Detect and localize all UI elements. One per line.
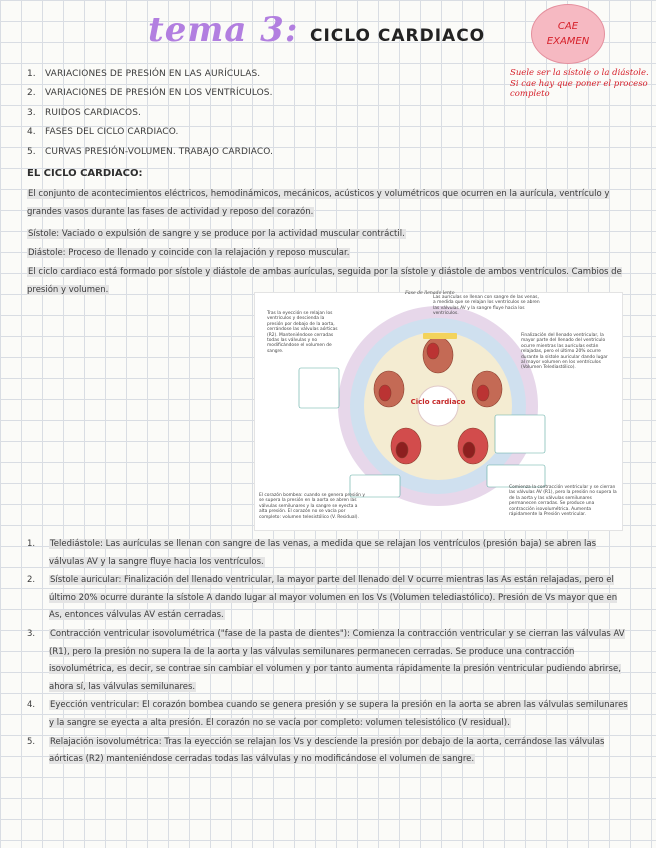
topic-list xyxy=(27,64,273,162)
topic-item: 2. VARIACIONES DE PRESIÓN EN LOS VENTRÍCULOS. xyxy=(27,88,273,99)
figure-text-isovolumetric: Comienza la contracción ventricular y se cierran las válvulas AV (R1), pero la presión no supera la de la aorta y las válvulas semilunares permanecen cerradas. Se produce una contracción isovolumétrica. Aumenta rápidamente la Presión ventricular. xyxy=(509,485,617,518)
figure-text-filling: Las aurículas se llenan con sangre de las venas, a medida que se relajan los ventrículos se abren las válvulas AV y la sangre fluye hacia los ventrículos. xyxy=(433,295,540,317)
heart-top xyxy=(423,337,453,373)
topic-item: 4. FASES DEL CICLO CARDIACO. xyxy=(27,127,179,138)
phase-item: 3. Contracción ventricular isovolumétrica ("fase de la pasta de dientes"): Comienza la contracción ventricular y se cierran las válvulas AV (R1), pero la presión no supera la de la aorta y las válvulas semilunares permanecen cerradas. Se produce una contracción isovolumétrica, es decir, se contrae sin cambiar el volumen y por tanto aumenta rápidamente la presión ventricular pudiendo abrirse, ahora sí, las válvulas semilunares. xyxy=(27,628,625,692)
topic-item: 3. RUIDOS CARDIACOS. xyxy=(27,107,142,118)
figure-text-relaxation: Tras la eyección se relajan los ventrículos y descienda la presión por debajo de la aorta, cerrándose las válvulas aórticas (R2). Manteniéndose cerradas todas las válvulas y no modificándose el volumen de sangre. xyxy=(267,311,338,354)
figure-handwritten-label: Fase de llenado lento xyxy=(405,291,455,296)
cae-exam-badge xyxy=(531,4,605,64)
figure-text-atrial-systole: Finalización del llenado ventricular, la mayor parte del llenado del ventrículo ocurre mientras las aurículas están relajadas, pero el último 20% ocurre durante la sístole auricular dando lugar al mayor volumen en los ventrículos (Volumen Telediastólico). xyxy=(521,333,608,371)
heart-bottom-right xyxy=(458,428,488,464)
phase-item: 4. Eyección ventricular: El corazón bombea cuando se genera presión y se supera la presión en la aorta se abren las válvulas semilunares y la sangre se eyecta a alta presión. El corazón no se vacía por completo: volumen telesistólico (V residual). xyxy=(27,700,628,728)
topic-item: 1. VARIACIONES DE PRESIÓN EN LAS AURÍCULAS. xyxy=(27,68,261,79)
heart-right xyxy=(472,371,502,407)
page-subtitle: CICLO CARDIACO xyxy=(310,26,486,46)
cycle-summary: El ciclo cardiaco está formado por sístole y diástole de ambas aurículas, seguida por la sístole y diástole de ambos ventrículos. Cambios de presión y volumen. xyxy=(27,267,622,295)
cardiac-cycle-figure xyxy=(254,292,623,531)
heart-left xyxy=(374,371,404,407)
page-title: tema 3: xyxy=(148,10,299,50)
cae-handwritten-note: Suele ser la sístole o la diástole. Si cae hay que poner el proceso completo xyxy=(510,68,649,99)
exam-label: EXAMEN xyxy=(546,36,590,47)
center-label: Ciclo cardiaco xyxy=(410,398,466,406)
heart-bottom-left xyxy=(391,428,421,464)
intro-definition: El conjunto de acontecimientos eléctricos, hemodinámicos, mecánicos, acústicos y volumétricos que ocurren en la aurícula, ventrículo y grandes vasos durante las fases de actividad y reposo del corazón. xyxy=(27,189,610,217)
diastole-definition: Diástole: Proceso de llenado y coincide con la relajación y reposo muscular. xyxy=(28,248,350,258)
section-heading: EL CICLO CARDIACO: xyxy=(27,168,143,179)
phase-item: 2. Sístole auricular: Finalización del llenado ventricular, la mayor parte del llenado del V ocurre mientras las As están relajadas, pero el último 20% ocurre durante la sístole A dando lugar al mayor volumen en los Vs (Volumen telediastólico). Presión de Vs mayor que en As, entonces válvulas AV están cerradas. xyxy=(27,575,618,621)
figure-text-ejection: El corazón bombea: cuando se genera presión y se supera la presión en la aorta se abren las válvulas semilunares y la sangre se eyecta a alta presión. El corazón no se vacía por completo: volumen telesistólico (V. Residual). xyxy=(259,493,365,520)
cae-label: CAE xyxy=(557,21,579,32)
phase-item: 1. Telediástole: Las aurículas se llenan con sangre de las venas, a medida que se relajan los ventrículos (presión baja) se abren las válvulas AV y la sangre fluye hacia los ventrículos. xyxy=(27,539,596,567)
center-disc xyxy=(418,386,458,426)
phase-list xyxy=(27,536,632,770)
phase-item: 5. Relajación isovolumétrica: Tras la eyección se relajan los Vs y desciende la presión por debajo de la aorta, cerrándose las válvulas aórticas (R2) manteniéndose cerradas todas las válvulas y no modificándose el volumen de sangre. xyxy=(27,736,605,765)
systole-definition: Sístole: Vaciado o expulsión de sangre y se produce por la actividad muscular contráctil. xyxy=(28,229,405,239)
topic-item: 5. CURVAS PRESIÓN-VOLUMEN. TRABAJO CARDIACO. xyxy=(27,146,274,157)
